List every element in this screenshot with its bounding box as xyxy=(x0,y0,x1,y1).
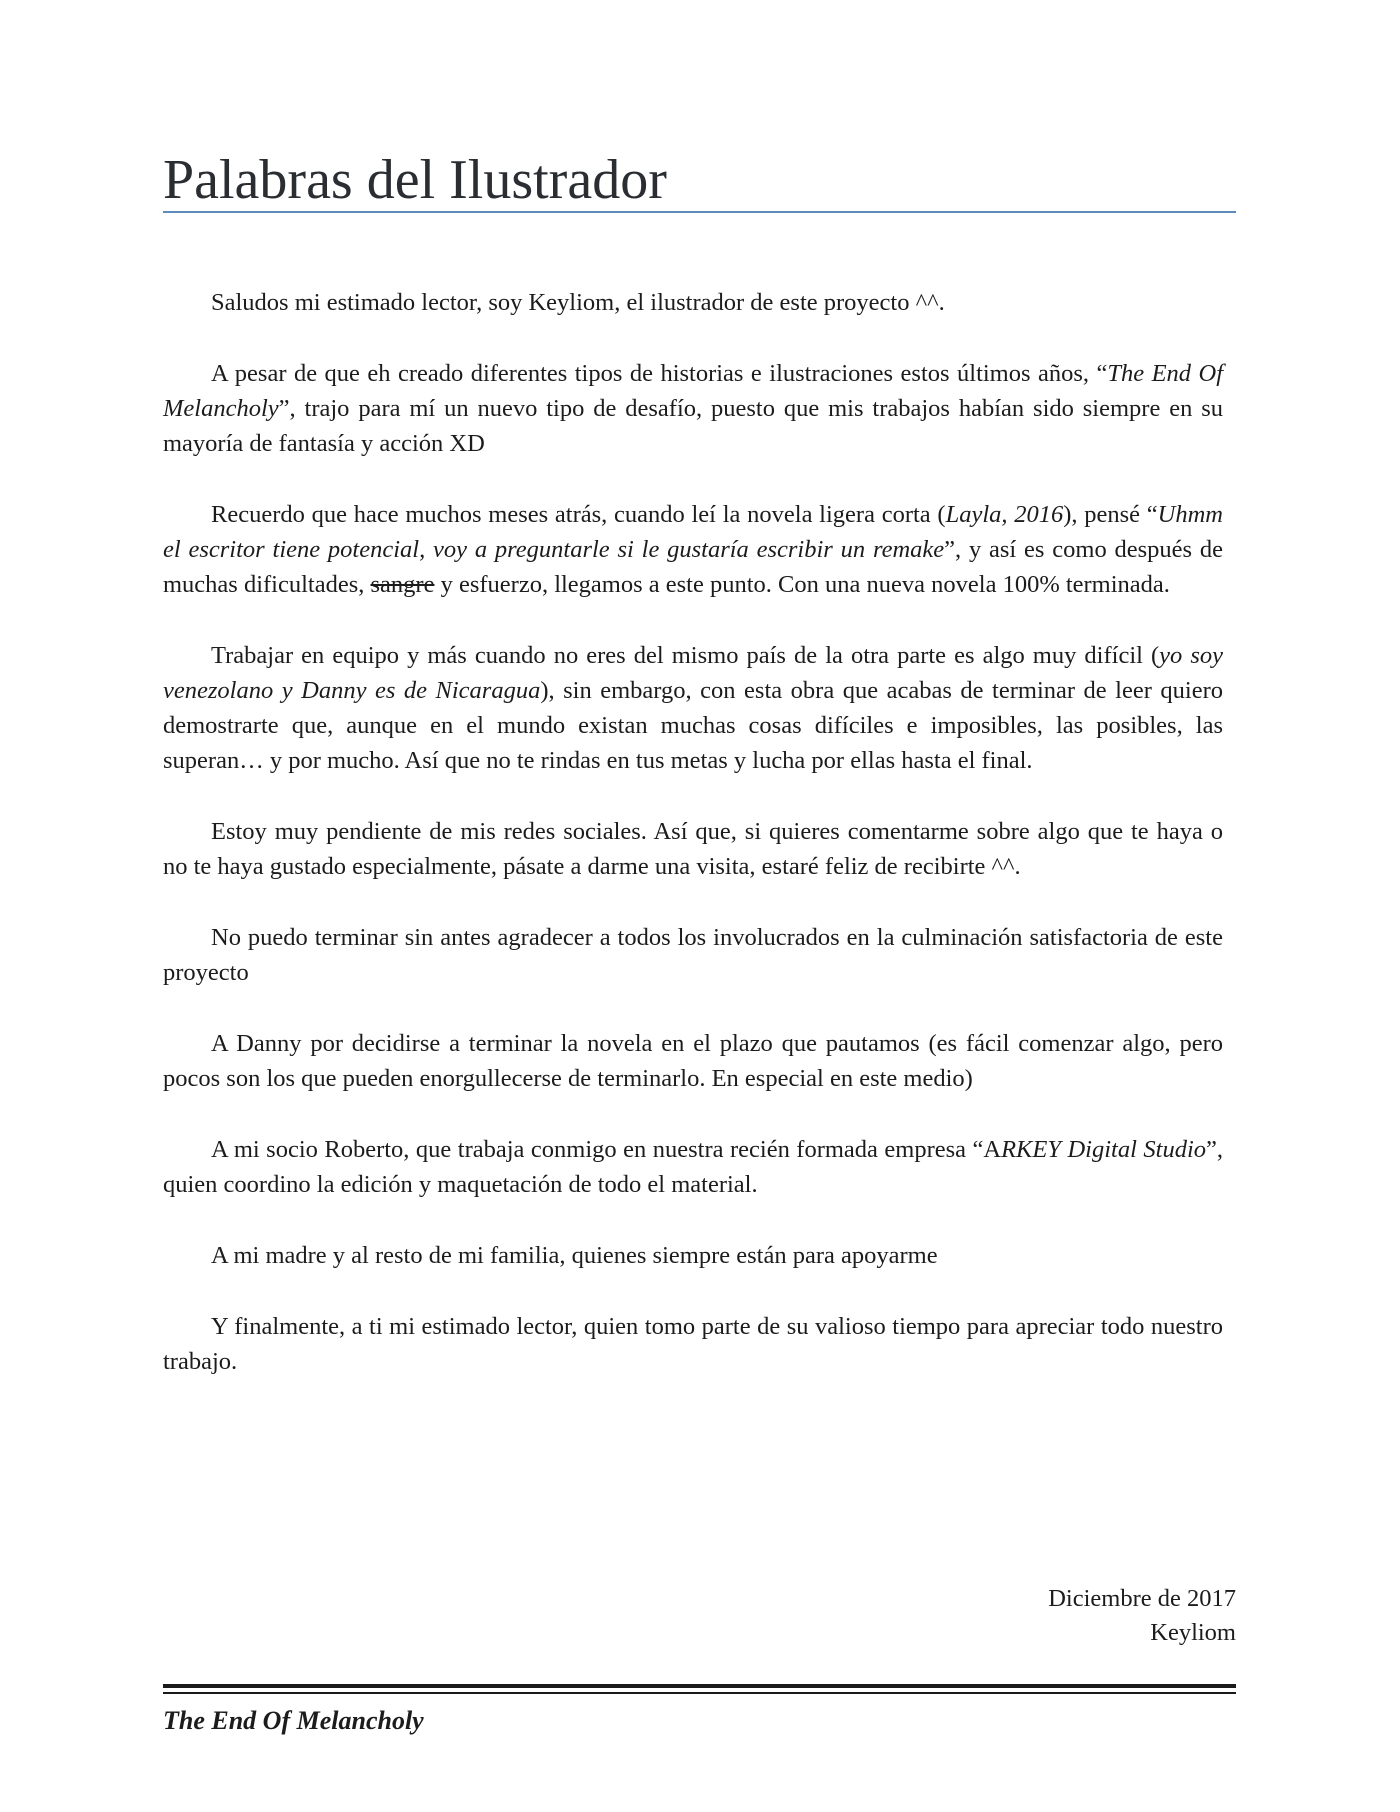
signature-name: Keyliom xyxy=(1150,1619,1236,1646)
footer-rule-thick xyxy=(163,1684,1236,1688)
page-title: Palabras del Ilustrador xyxy=(163,149,667,211)
source-reference: Layla, 2016 xyxy=(945,501,1064,528)
footer-book-title: The End Of Melancholy xyxy=(163,1706,424,1735)
studio-name: RKEY Digital Studio xyxy=(1001,1136,1206,1163)
paragraph-challenge: A pesar de que eh creado diferentes tipos de historias e ilustraciones estos últimos años, “The End Of Melancholy”, trajo para mí un nuevo tipo de desafío, puesto que mis trabajos habían sido siempre en su mayoría de fantasía y acción XD xyxy=(163,360,1223,457)
paragraph-thanks-danny: A Danny por decidirse a terminar la novela en el plazo que pautamos (es fácil comenzar algo, pero pocos son los que pueden enorgullecerse de terminarlo. En especial en este medio) xyxy=(163,1030,1223,1092)
paragraph-thanks-intro: No puedo terminar sin antes agradecer a todos los involucrados en la culminación satisfactoria de este proyecto xyxy=(163,924,1223,986)
body-text xyxy=(163,285,1223,1415)
inner-quote: Uhmm el escritor tiene potencial, voy a preguntarle si le gustaría escribir un remake xyxy=(163,501,1223,563)
nationality-note: yo soy venezolano y Danny es de Nicaragua xyxy=(163,642,1223,704)
paragraph-thanks-reader: Y finalmente, a ti mi estimado lector, quien tomo parte de su valioso tiempo para apreciar todo nuestro trabajo. xyxy=(163,1313,1223,1375)
paragraph-origin: Recuerdo que hace muchos meses atrás, cuando leí la novela ligera corta (Layla, 2016), pensé “Uhmm el escritor tiene potencial, voy a preguntarle si le gustaría escribir un remake”, y así es como después de muchas dificultades, sangre y esfuerzo, llegamos a este punto. Con una nueva novela 100% terminada. xyxy=(163,501,1224,598)
signature-date: Diciembre de 2017 xyxy=(1048,1585,1236,1612)
paragraph-social: Estoy muy pendiente de mis redes sociales. Así que, si quieres comentarme sobre algo que te haya o no te haya gustado especialmente, pásate a darme una visita, estaré feliz de recibirte ^^. xyxy=(163,818,1223,880)
struck-word: sangre xyxy=(370,571,435,598)
paragraph-teamwork: Trabajar en equipo y más cuando no eres del mismo país de la otra parte es algo muy difícil (yo soy venezolano y Danny es de Nicaragua), sin embargo, con esta obra que acabas de terminar de leer quiero demostrarte que, aunque en el mundo existan muchas cosas difíciles e imposibles, las posibles, las superan… y por mucho. Así que no te rindas en tus metas y lucha por ellas hasta el final. xyxy=(163,642,1224,774)
paragraph-greeting: Saludos mi estimado lector, soy Keyliom, el ilustrador de este proyecto ^^. xyxy=(211,289,945,316)
book-title-inline: The End Of Melancholy xyxy=(163,360,1223,422)
paragraph-thanks-roberto: A mi socio Roberto, que trabaja conmigo en nuestra recién formada empresa “ARKEY Digital Studio”, quien coordino la edición y maquetación de todo el material. xyxy=(163,1136,1223,1198)
paragraph-thanks-family: A mi madre y al resto de mi familia, quienes siempre están para apoyarme xyxy=(211,1242,938,1269)
title-underline xyxy=(163,211,1236,213)
signature-block xyxy=(1048,1582,1236,1650)
footer-rule-thin xyxy=(163,1692,1236,1694)
